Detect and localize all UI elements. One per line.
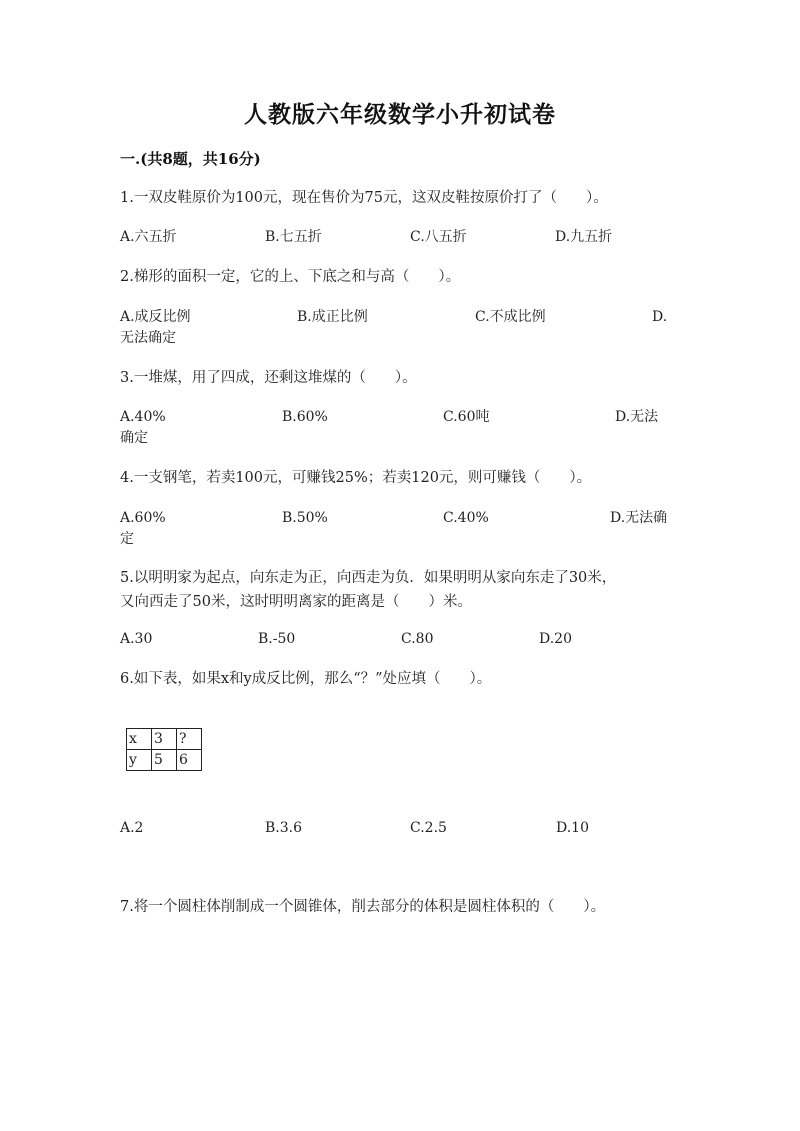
table-cell: x <box>127 729 152 750</box>
q4-option-d-continued: 定 <box>120 531 134 547</box>
q5-option-a: A.30 <box>120 631 153 647</box>
q2-option-d-continued: 无法确定 <box>120 330 176 346</box>
question-4: 4.一支钢笔，若卖100元，可赚钱25%；若卖120元，则可赚钱（ ）。 <box>120 470 592 486</box>
q3-option-d: D.无法 <box>615 409 659 425</box>
q5-option-d: D.20 <box>539 631 572 647</box>
table-cell: y <box>127 750 152 771</box>
table-row <box>127 750 202 771</box>
q1-option-d: D.九五折 <box>555 229 613 245</box>
q3-option-a: A.40% <box>120 409 166 425</box>
q4-option-b: B.50% <box>282 510 328 526</box>
q2-option-c: C.不成比例 <box>475 309 546 325</box>
q1-option-b: B.七五折 <box>265 229 322 245</box>
question-6: 6.如下表，如果x和y成反比例，那么“？”处应填（ ）。 <box>120 671 492 687</box>
q2-option-a: A.成反比例 <box>120 309 191 325</box>
q5-option-b: B.-50 <box>258 631 296 647</box>
q2-option-d: D. <box>652 309 668 325</box>
q6-option-c: C.2.5 <box>410 820 447 836</box>
q6-option-a: A.2 <box>120 820 144 836</box>
table-cell: 3 <box>152 729 177 750</box>
table-cell: ? <box>177 729 202 750</box>
q1-option-a: A.六五折 <box>120 229 177 245</box>
q6-option-d: D.10 <box>556 820 589 836</box>
question-1: 1.一双皮鞋原价为100元，现在售价为75元，这双皮鞋按原价打了（ ）。 <box>120 190 608 206</box>
question-2: 2.梯形的面积一定，它的上、下底之和与高（ ）。 <box>120 269 461 285</box>
question-3: 3.一堆煤，用了四成，还剩这堆煤的（ ）。 <box>120 370 417 386</box>
table-cell: 6 <box>177 750 202 771</box>
question-5-line-2: 又向西走了50米，这时明明离家的距离是（ ）米。 <box>120 594 472 610</box>
q4-option-a: A.60% <box>120 510 166 526</box>
q3-option-d-continued: 确定 <box>120 430 148 446</box>
question-5-line-1: 5.以明明家为起点，向东走为正，向西走为负．如果明明从家向东走了30米， <box>120 570 617 586</box>
q6-option-b: B.3.6 <box>265 820 303 836</box>
q3-option-c: C.60吨 <box>443 409 490 425</box>
q3-option-b: B.60% <box>282 409 328 425</box>
table-row <box>127 729 202 750</box>
q5-option-c: C.80 <box>401 631 434 647</box>
q2-option-b: B.成正比例 <box>297 309 368 325</box>
xy-table <box>126 728 202 771</box>
question-7: 7.将一个圆柱体削制成一个圆锥体，削去部分的体积是圆柱体积的（ ）。 <box>120 899 606 915</box>
section-heading: 一.(共8题，共16分) <box>120 150 261 168</box>
table-cell: 5 <box>152 750 177 771</box>
q4-option-d: D.无法确 <box>610 510 668 526</box>
page-title: 人教版六年级数学小升初试卷 <box>244 101 556 128</box>
q1-option-c: C.八五折 <box>410 229 467 245</box>
q4-option-c: C.40% <box>443 510 489 526</box>
